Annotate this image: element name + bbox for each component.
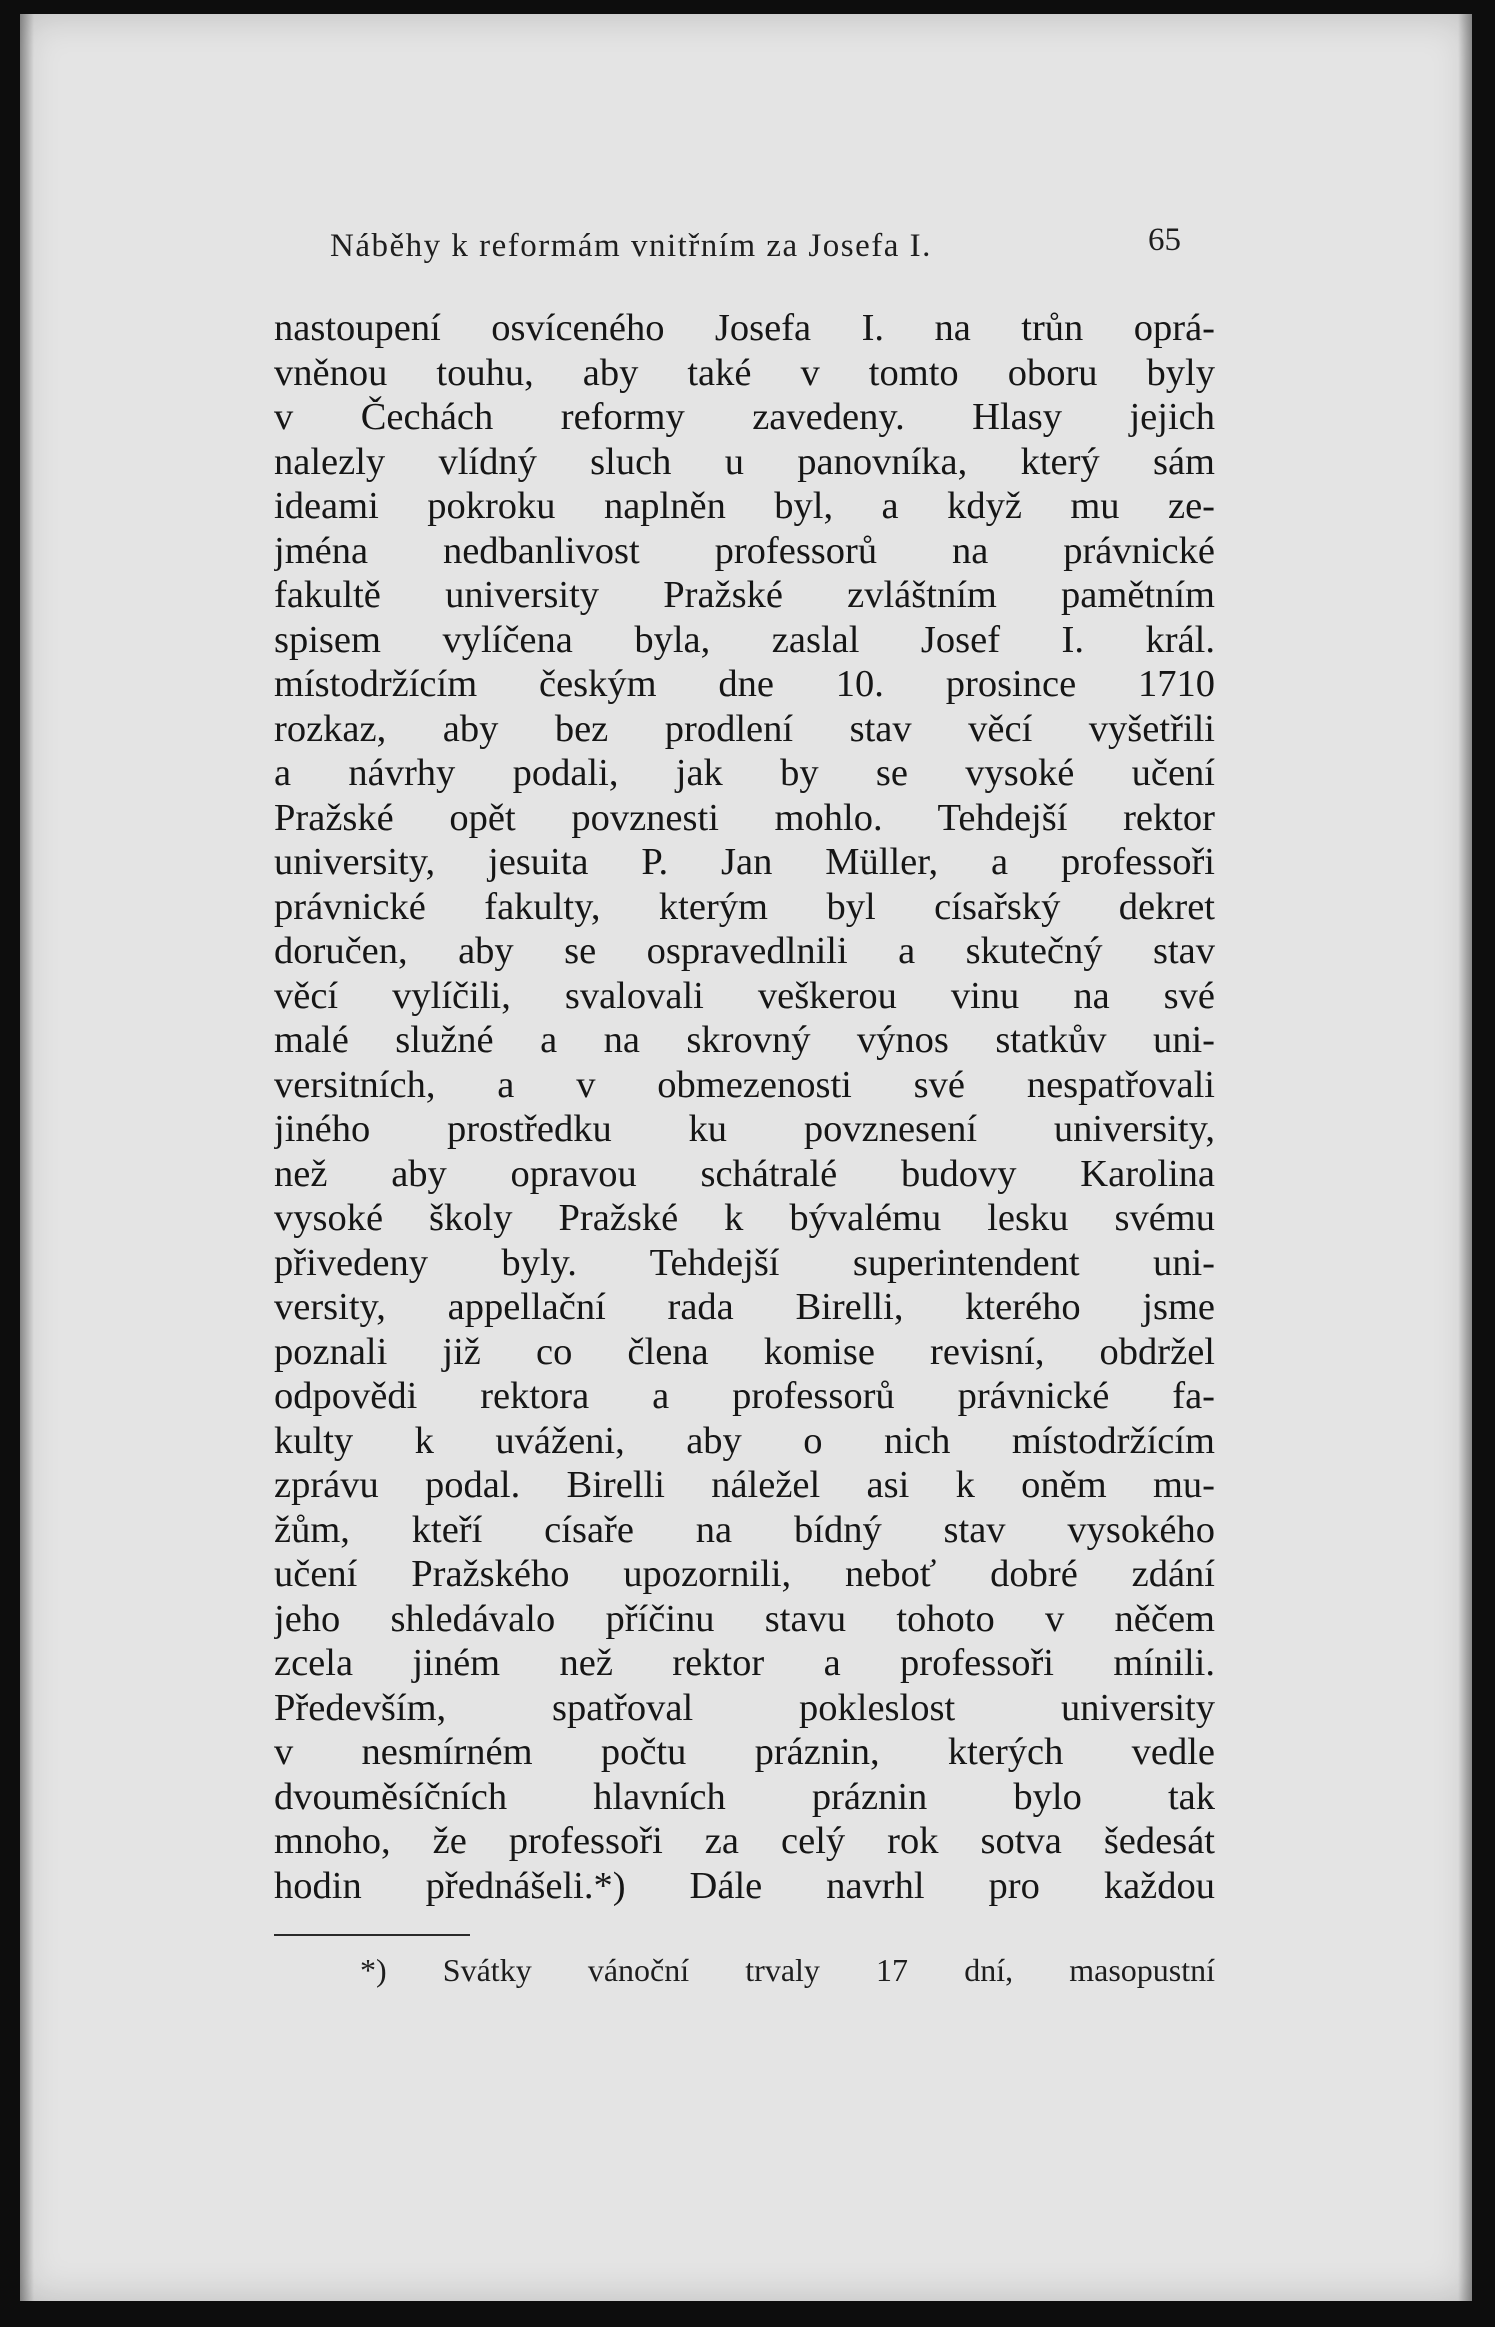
footnote: *) Svátky vánoční trvaly 17 dní, masopustní: [360, 1952, 1215, 1988]
text-line: poznali již co člena komise revisní, obdržel: [274, 1330, 1215, 1373]
text-line: dvouměsíčních hlavních práznin bylo tak: [274, 1775, 1215, 1818]
text-line: doručen, aby se ospravedlnili a skutečný stav: [274, 930, 1215, 972]
text-line: jeho shledávalo příčinu stavu tohoto v něčem: [274, 1597, 1215, 1640]
text-line: jména nedbanlivost professorů na právnické: [274, 529, 1215, 572]
text-line: věcí vylíčili, svalovali veškerou vinu na své: [274, 974, 1215, 1017]
text-line: fakultě university Pražské zvláštním pamětním: [274, 574, 1215, 616]
text-line: malé služné a na skrovný výnos statkův uni-: [274, 1019, 1215, 1061]
text-line: nastoupení osvíceného Josefa I. na trůn oprá-: [274, 307, 1215, 349]
text-line: mnoho, že professoři za celý rok sotva šedesát: [274, 1820, 1215, 1862]
text-line: než aby opravou schátralé budovy Karolina: [274, 1152, 1215, 1195]
text-line: v nesmírném počtu práznin, kterých vedle: [274, 1731, 1215, 1773]
text-line: versity, appellační rada Birelli, kterého jsme: [274, 1286, 1215, 1328]
text-line: přivedeny byly. Tehdejší superintendent uni-: [274, 1241, 1215, 1284]
text-line: učení Pražského upozornili, neboť dobré zdání: [274, 1553, 1215, 1595]
text-line: rozkaz, aby bez prodlení stav věcí vyšetřili: [274, 707, 1215, 750]
body-text: [274, 306, 1215, 1908]
page-edge-shadow-right: [1458, 14, 1472, 2301]
text-line: vněnou touhu, aby také v tomto oboru byly: [274, 351, 1215, 394]
page-header: [20, 222, 1472, 288]
text-line: university, jesuita P. Jan Müller, a professoři: [274, 841, 1215, 883]
text-line: místodržícím českým dne 10. prosince 1710: [274, 663, 1215, 705]
text-line: Především, spatřoval pokleslost university: [274, 1686, 1215, 1729]
text-line: spisem vylíčena byla, zaslal Josef I. král.: [274, 618, 1215, 661]
text-line: versitních, a v obmezenosti své nespatřovali: [274, 1063, 1215, 1106]
text-line: kulty k uváženi, aby o nich místodržícím: [274, 1419, 1215, 1462]
page-number: 65: [1148, 222, 1181, 258]
page-edge-shadow-left: [20, 14, 34, 2301]
text-line: právnické fakulty, kterým byl císařský dekret: [274, 885, 1215, 928]
running-head: Náběhy k reformám vnitřním za Josefa I.: [330, 228, 932, 264]
text-line: vysoké školy Pražské k bývalému lesku svému: [274, 1197, 1215, 1239]
text-line: zcela jiném než rektor a professoři mínili.: [274, 1642, 1215, 1684]
text-line: v Čechách reformy zavedeny. Hlasy jejich: [274, 396, 1215, 438]
text-line: hodin přednášeli.*) Dále navrhl pro každou: [274, 1864, 1215, 1907]
text-line: nalezly vlídný sluch u panovníka, který sám: [274, 440, 1215, 483]
text-line: žům, kteří císaře na bídný stav vysokého: [274, 1508, 1215, 1551]
book-page: [20, 14, 1472, 2301]
text-line: ideami pokroku naplněn byl, a když mu ze-: [274, 485, 1215, 527]
text-line: odpovědi rektora a professorů právnické fa-: [274, 1375, 1215, 1417]
text-line: Pražské opět povznesti mohlo. Tehdejší rektor: [274, 796, 1215, 839]
text-line: a návrhy podali, jak by se vysoké učení: [274, 752, 1215, 794]
footnote-rule: [274, 1934, 470, 1936]
text-line: zprávu podal. Birelli náležel asi k oněm mu-: [274, 1464, 1215, 1506]
text-line: jiného prostředku ku povznesení university,: [274, 1108, 1215, 1150]
